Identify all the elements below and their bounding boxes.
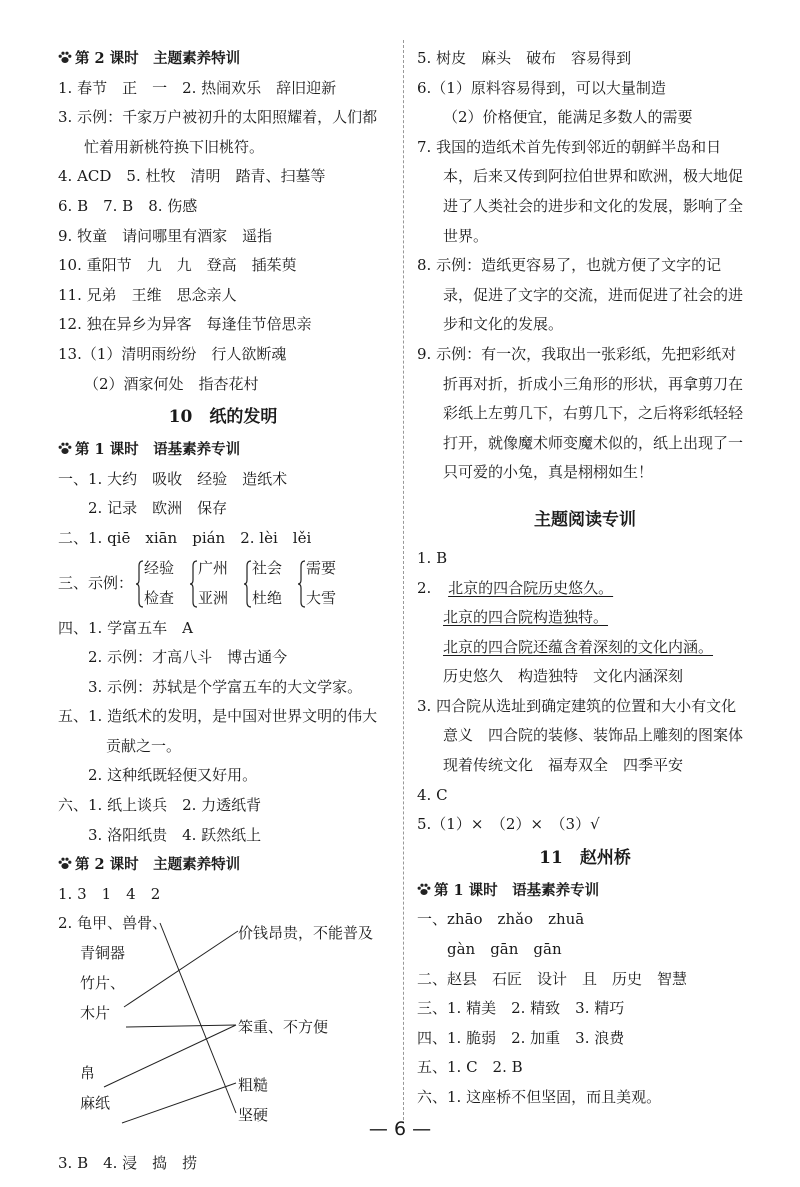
answer-line: 二、1. qiē xiān pián 2. lèi lěi [58, 528, 312, 547]
word: 广州 [198, 558, 229, 577]
answer-line: 10. 重阳节 九 九 登高 插茱萸 [58, 256, 297, 275]
paw-icon [58, 857, 72, 870]
match-right-item: 笨重、不方便 [238, 1018, 329, 1037]
matching-exercise [58, 909, 388, 1149]
match-left-item: 青铜器 [80, 944, 126, 963]
answer-line: 打开，就像魔术师变魔术似的，纸上出现了一 [443, 433, 744, 452]
word: 杜绝 [252, 588, 283, 607]
answer-line: 6.（1）原料容易得到，可以大量制造 [417, 78, 666, 97]
left-column [58, 44, 388, 1179]
answer-line: 忙着用新桃符换下旧桃符。 [84, 137, 265, 156]
answer-line: 意义 四合院的装修、装饰品上雕刻的图案体 [443, 726, 744, 745]
answer-line: 7. 我国的造纸术首先传到邻近的朝鲜半岛和日 [417, 137, 722, 156]
lesson-heading [417, 876, 753, 906]
answer-line: 2. 这种纸既轻便又好用。 [88, 766, 258, 785]
answer-line: 6. B 7. B 8. 伤感 [58, 196, 198, 215]
answer-line: 四、1. 学富五车 A [58, 618, 193, 637]
brace-icon [190, 560, 198, 608]
answer-line: 进了人类社会的进步和文化的发展，影响了全 [443, 196, 744, 215]
answer-line: 五、1. 造纸术的发明，是中国对世界文明的伟大 [58, 707, 378, 726]
answer-line: 4. ACD 5. 杜牧 清明 踏青、扫墓等 [58, 167, 326, 186]
column-divider [403, 40, 404, 1120]
answer-line: 11. 兄弟 王维 思念亲人 [58, 285, 237, 304]
answer-line: 步和文化的发展。 [443, 315, 564, 334]
word: 社会 [252, 558, 283, 577]
answer-line: 四、1. 脆弱 2. 加重 3. 浪费 [417, 1028, 625, 1047]
answer-line: 1. 3 1 4 2 [58, 884, 161, 903]
answer-line: 1. B [417, 548, 448, 567]
lesson-title: 10 纸的发明 [168, 407, 278, 428]
answer-line: 12. 独在异乡为异客 每逢佳节倍思亲 [58, 315, 312, 334]
answer-line: 5.（1）× （2）× （3）√ [417, 815, 600, 834]
answer-line: （2）酒家何处 指杏花村 [84, 374, 259, 393]
answer-line: 2. 示例：才高八斗 博古通今 [88, 648, 288, 667]
answer-line: 3. 洛阳纸贵 4. 跃然纸上 [88, 825, 262, 844]
answer-line: 二、赵县 石匠 设计 且 历史 智慧 [417, 969, 688, 988]
lesson-title: 11 赵州桥 [539, 847, 631, 868]
answer-line: 3. B 4. 浸 捣 捞 [58, 1154, 198, 1173]
lesson-heading [58, 44, 388, 74]
word: 需要 [306, 558, 337, 577]
answer-line: 折再对折，折成小三角形的形状，再拿剪刀在 [443, 374, 744, 393]
lesson-heading-text: 第 2 课时 主题素养特训 [75, 50, 241, 67]
answer-line: 彩纸上左剪几下，右剪几下，之后将彩纸轻轻 [443, 404, 744, 423]
answer-line: 2. 记录 欧洲 保存 [88, 499, 228, 518]
match-left-item: 麻纸 [80, 1094, 111, 1113]
answer-line: 现着传统文化 福寿双全 四季平安 [443, 756, 684, 775]
word: 检查 [144, 588, 175, 607]
answer-line: 5. 树皮 麻头 破布 容易得到 [417, 49, 632, 67]
answer-line: 9. 示例：有一次，我取出一张彩纸，先把彩纸对 [417, 344, 737, 363]
paw-icon [417, 883, 431, 896]
match-left-item: 帛 [80, 1064, 96, 1083]
underlined-sentence: 北京的四合院还蕴含着深刻的文化内涵。 [443, 637, 714, 656]
answer-line: 3. 示例：千家万户被初升的太阳照耀着，人们都 [58, 108, 378, 127]
answer-line: 3. 示例：苏轼是个学富五车的大文学家。 [88, 677, 363, 696]
brace-icon [244, 560, 252, 608]
answer-line: 本，后来又传到阿拉伯世界和欧洲，极大地促 [443, 167, 744, 186]
match-left-item: 木片 [80, 1004, 111, 1023]
answer-line: 六、1. 这座桥不但坚固，而且美观。 [417, 1088, 662, 1106]
answer-line: 3. 四合院从选址到确定建筑的位置和大小有文化 [417, 696, 737, 715]
answer-line: （2）价格便宜，能满足多数人的需要 [443, 108, 693, 127]
answer-line: 一、zhāo zhǎo zhuā [417, 910, 585, 929]
brace-group [58, 554, 388, 614]
answer-label: 三、示例： [58, 573, 134, 592]
underlined-sentence: 北京的四合院历史悠久。 [448, 578, 614, 597]
paw-icon [58, 51, 72, 64]
word: 亚洲 [198, 588, 229, 607]
answer-line: 9. 牧童 请问哪里有酒家 遥指 [58, 226, 273, 245]
match-right-item: 坚硬 [238, 1106, 269, 1125]
answer-line: 世界。 [443, 226, 489, 245]
answer-line: 只可爱的小兔，真是栩栩如生！ [443, 463, 654, 482]
answer-line: 录，促进了文字的交流，进而促进了社会的进 [443, 285, 744, 304]
lesson-heading [58, 850, 388, 880]
answer-line: 六、1. 纸上谈兵 2. 力透纸背 [58, 796, 262, 815]
answer-line [417, 574, 753, 604]
lesson-heading-text: 第 1 课时 语基素养专训 [434, 881, 600, 899]
page-number: — 6 — [368, 1118, 432, 1140]
answer-line: 8. 示例：造纸更容易了，也就方便了文字的记 [417, 256, 722, 275]
answer-line: 1. 春节 正 一 2. 热闹欢乐 辞旧迎新 [58, 78, 337, 97]
answer-line: 一、1. 大约 吸收 经验 造纸术 [58, 469, 288, 488]
answer-line: 4. C [417, 785, 448, 804]
paw-icon [58, 442, 72, 455]
answer-line: 五、1. C 2. B [417, 1058, 523, 1077]
match-left-item: 竹片、 [80, 974, 126, 993]
word: 大雪 [306, 588, 337, 607]
answer-line: 13.（1）清明雨纷纷 行人欲断魂 [58, 344, 287, 363]
answer-line: 贡献之一。 [106, 736, 182, 755]
answer-line: 历史悠久 构造独特 文化内涵深刻 [443, 667, 684, 686]
question-number: 2. [417, 578, 432, 597]
lesson-heading-text: 第 2 课时 主题素养特训 [75, 856, 241, 874]
word: 经验 [144, 558, 175, 577]
match-right-item: 粗糙 [238, 1076, 269, 1095]
right-column [417, 44, 753, 1113]
lesson-heading-text: 第 1 课时 语基素养专训 [75, 441, 241, 459]
brace-icon [298, 560, 306, 608]
lesson-heading [58, 435, 388, 465]
match-left-item: 2. 龟甲、兽骨、 [58, 914, 168, 933]
brace-icon [136, 560, 144, 608]
section-title: 主题阅读专训 [534, 509, 636, 530]
answer-line: gàn gān gān [447, 940, 562, 959]
match-right-item: 价钱昂贵，不能普及 [238, 924, 374, 943]
answer-line: 三、1. 精美 2. 精致 3. 精巧 [417, 999, 625, 1018]
underlined-sentence: 北京的四合院构造独特。 [443, 608, 609, 627]
